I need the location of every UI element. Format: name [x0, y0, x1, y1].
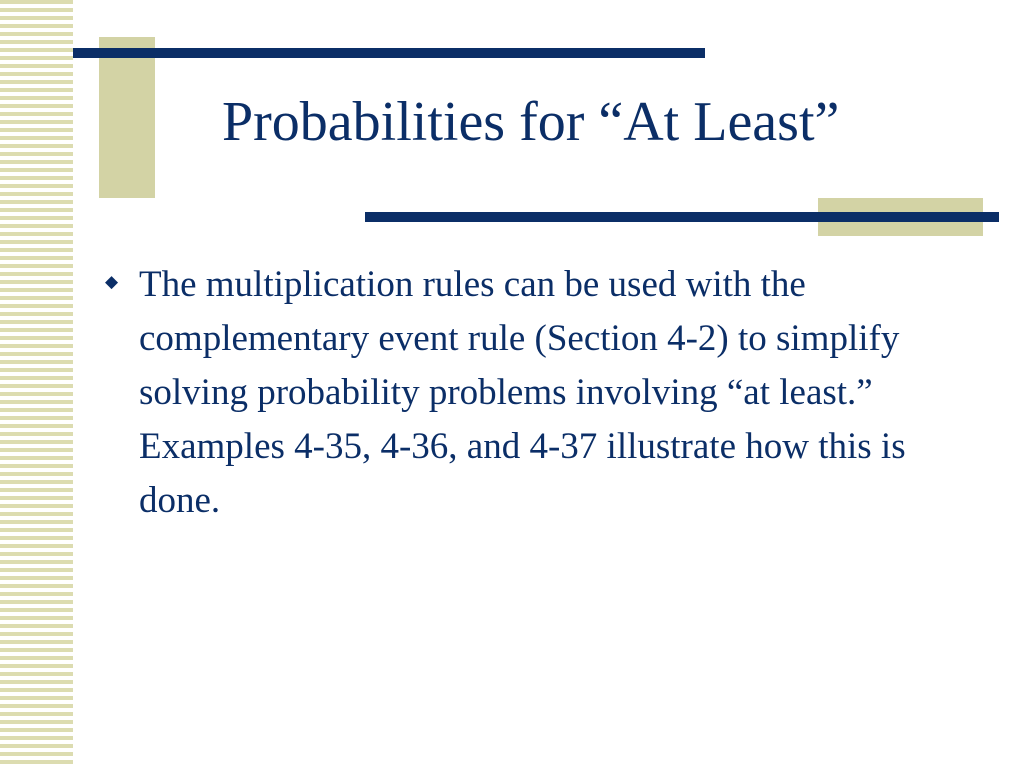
- bullet-item: [105, 258, 985, 528]
- slide-body: [105, 258, 985, 528]
- decorative-rule-top: [73, 48, 705, 58]
- decorative-block-left: [99, 37, 155, 198]
- bullet-text: The multiplication rules can be used with the complementary event rule (Section 4-2) to simplify solving probability problems involving “at least.” Examples 4-35, 4-36, and 4-37 illustrate how this is done.: [139, 264, 906, 521]
- diamond-bullet-icon: ◆: [105, 272, 119, 292]
- striped-sidebar: [0, 0, 73, 768]
- slide-title: Probabilities for “At Least”: [222, 91, 840, 153]
- decorative-rule-bottom: [365, 212, 999, 222]
